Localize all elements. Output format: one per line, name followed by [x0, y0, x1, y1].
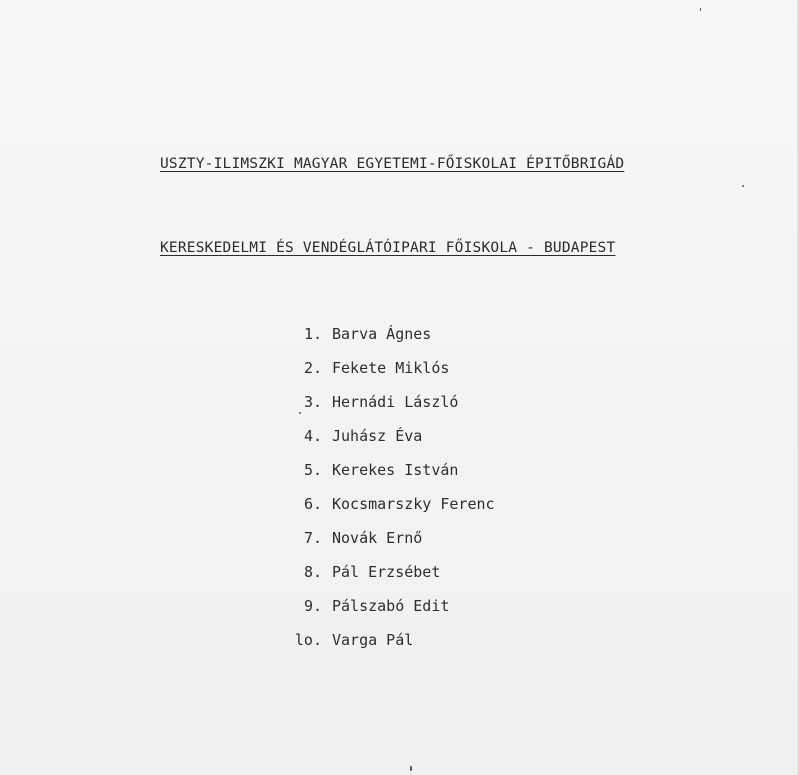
list-item: [282, 594, 495, 628]
list-item-name: Pál Erzsébet: [332, 563, 441, 581]
list-item-number: lo.: [294, 631, 322, 649]
paper-speck: [742, 185, 744, 187]
list-item: [282, 356, 495, 390]
list-item-number: 5.: [303, 461, 322, 479]
list-item-number: 1.: [303, 325, 322, 343]
list-item-name: Kocsmarszky Ferenc: [332, 495, 495, 513]
list-item-name: Hernádi László: [332, 393, 459, 411]
list-item-name: Kerekes István: [332, 461, 459, 479]
list-item: [282, 424, 495, 458]
list-item: [282, 492, 495, 526]
list-item: [282, 458, 495, 492]
list-item-number: 9.: [303, 597, 322, 615]
school-heading: KERESKEDELMI ÉS VENDÉGLÁTÓIPARI FŐISKOLA - BUDAPEST: [160, 240, 616, 256]
list-item: [282, 322, 495, 356]
member-list: [282, 322, 495, 662]
list-item-name: Fekete Miklós: [332, 359, 450, 377]
list-item: [282, 628, 495, 662]
list-item-number: 3.: [303, 393, 322, 411]
list-item-name: Novák Ernő: [332, 529, 423, 547]
list-item-name: Barva Ágnes: [332, 325, 432, 343]
list-item: [282, 560, 495, 594]
list-item-number: 6.: [303, 495, 322, 513]
list-item-number: 7.: [303, 529, 322, 547]
paper-speck: [299, 412, 301, 414]
list-item-name: Varga Pál: [332, 631, 414, 649]
brigade-heading: USZTY-ILIMSZKI MAGYAR EGYETEMI-FŐISKOLAI ÉPITŐBRIGÁD: [160, 156, 625, 172]
list-item-number: 4.: [303, 427, 322, 445]
paper-speck: [410, 766, 412, 771]
list-item-name: Pálszabó Edit: [332, 597, 450, 615]
paper-speck: [700, 8, 701, 11]
list-item-name: Juhász Éva: [332, 427, 423, 445]
list-item-number: 2.: [303, 359, 322, 377]
list-item: [282, 390, 495, 424]
list-item: [282, 526, 495, 560]
list-item-number: 8.: [303, 563, 322, 581]
